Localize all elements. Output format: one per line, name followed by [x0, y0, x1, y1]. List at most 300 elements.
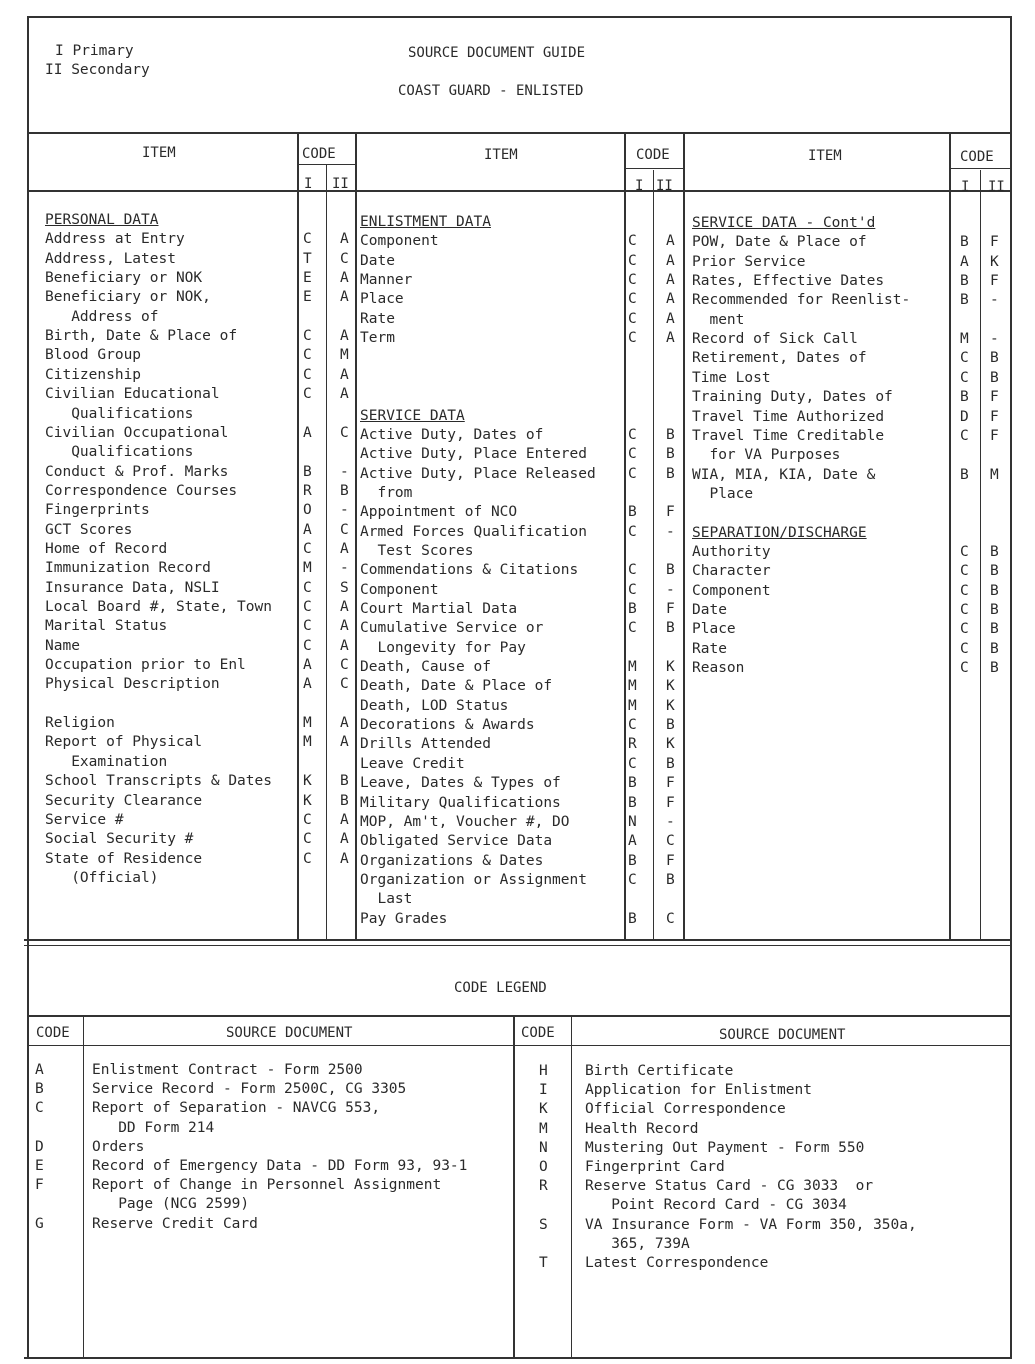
item-label: Local Board #, State, Town — [45, 599, 272, 615]
secondary-code: A — [340, 599, 349, 615]
item-label: Place — [692, 621, 736, 638]
secondary-code: F — [666, 504, 675, 521]
item-label: State of Residence — [45, 850, 203, 867]
item-label: Appointment of NCO — [360, 504, 518, 521]
item-label: Death, Date & Place of — [360, 678, 553, 695]
legend-source-document: Record of Emergency Data - DD Form 93, 93-1 — [92, 1158, 468, 1174]
primary-code: A — [628, 833, 637, 850]
item-label: Insurance Data, NSLI — [45, 579, 220, 596]
secondary-code: F — [666, 852, 675, 869]
primary-code: D — [960, 408, 969, 425]
frame-right — [1010, 16, 1012, 1359]
secondary-code: A — [666, 252, 675, 269]
legend-source-document: Health Record — [585, 1120, 699, 1137]
primary-code: B — [960, 292, 969, 309]
legend-source-document: Page (NCG 2599) — [92, 1196, 250, 1213]
secondary-code: B — [990, 660, 999, 677]
item-label: Test Scores — [360, 542, 474, 559]
item-label: GCT Scores — [45, 521, 133, 538]
secondary-code: F — [990, 389, 999, 406]
secondary-code: K — [666, 736, 675, 753]
item-label: Qualifications — [45, 405, 194, 422]
legend-head-rule — [27, 1045, 1012, 1046]
primary-code: C — [628, 523, 637, 540]
secondary-code: B — [666, 446, 675, 463]
item-label: from — [360, 484, 413, 501]
item-label: Character — [692, 563, 771, 580]
primary-code: C — [960, 543, 969, 560]
primary-code: C — [303, 599, 312, 615]
primary-code: B — [628, 852, 637, 869]
frame-top — [27, 16, 1012, 18]
secondary-code: B — [340, 482, 349, 499]
legend-source-document: Latest Correspondence — [585, 1255, 769, 1271]
item-label: Authority — [692, 543, 771, 560]
item-label: Beneficiary or NOK, — [45, 289, 211, 306]
secondary-code: M — [340, 347, 349, 364]
item-label: Decorations & Awards — [360, 717, 535, 734]
item-label: Travel Time Creditable — [692, 427, 885, 444]
secondary-code: B — [990, 543, 999, 560]
secondary-code: B — [990, 621, 999, 638]
secondary-code: F — [666, 601, 675, 617]
legend-source-document: Reserve Credit Card — [92, 1215, 258, 1232]
secondary-code: A — [340, 231, 349, 248]
primary-code: C — [960, 427, 969, 444]
col1-primary-header: I — [304, 176, 313, 192]
legend-source-document: VA Insurance Form - VA Form 350, 350a, — [585, 1216, 917, 1233]
legend-code: A — [35, 1062, 44, 1078]
primary-code: B — [628, 910, 637, 927]
item-label: Examination — [45, 753, 168, 770]
legend-code: M — [539, 1120, 548, 1137]
item-label: Component — [360, 581, 439, 598]
item-label: Death, Cause of — [360, 659, 491, 676]
item-label: Manner — [360, 272, 413, 289]
legend-source-document: Mustering Out Payment - Form 550 — [585, 1139, 865, 1156]
item-label: Court Martial Data — [360, 601, 518, 617]
col3-secondary-header: II — [988, 179, 1005, 195]
legend-code: G — [35, 1215, 44, 1232]
primary-code: T — [303, 250, 312, 267]
primary-code: C — [628, 310, 637, 327]
item-label: Social Security # — [45, 831, 194, 848]
colhead-rule — [27, 190, 1012, 192]
legend-source-document: Reserve Status Card - CG 3033 or — [585, 1178, 874, 1195]
vline — [683, 133, 685, 941]
secondary-code: F — [990, 273, 999, 290]
item-label: MOP, Am't, Voucher #, DO — [360, 813, 570, 830]
secondary-code: - — [990, 292, 999, 309]
primary-code: B — [628, 601, 637, 617]
legend-code: F — [35, 1177, 44, 1194]
secondary-code: B — [666, 755, 675, 772]
item-label: Civilian Occupational — [45, 424, 229, 441]
frame-bottom — [24, 1357, 1012, 1359]
secondary-code: A — [666, 310, 675, 327]
secondary-code: - — [666, 523, 675, 540]
primary-code: C — [628, 562, 637, 579]
item-label: Reason — [692, 660, 745, 677]
primary-code: C — [628, 252, 637, 269]
item-label: Date — [692, 602, 727, 618]
secondary-code: F — [990, 427, 999, 444]
item-label: (Official) — [45, 869, 159, 886]
secondary-code: B — [990, 369, 999, 386]
item-label: ment — [692, 311, 745, 328]
secondary-code: B — [990, 640, 999, 657]
item-label: Commendations & Citations — [360, 562, 579, 579]
table-bottom-rule2 — [24, 945, 1012, 946]
secondary-code: A — [666, 272, 675, 289]
vline — [653, 170, 654, 941]
legend-note-secondary: II Secondary — [45, 62, 150, 78]
secondary-code: A — [340, 618, 349, 635]
secondary-code: A — [666, 330, 675, 347]
legend-left-code-header: CODE — [36, 1025, 70, 1041]
item-label: Marital Status — [45, 618, 168, 635]
legend-note-primary: I Primary — [55, 43, 134, 59]
col2-primary-header: I — [635, 178, 644, 194]
primary-code: K — [303, 773, 312, 790]
legend-source-document: Birth Certificate — [585, 1063, 734, 1079]
secondary-code: K — [990, 253, 999, 270]
item-label: Record of Sick Call — [692, 331, 858, 348]
col1-code-header: CODE — [302, 146, 336, 162]
primary-code: C — [303, 366, 312, 383]
primary-code: C — [303, 540, 312, 557]
item-label: WIA, MIA, KIA, Date & — [692, 466, 876, 483]
secondary-code: A — [340, 850, 349, 867]
legend-right-code-header: CODE — [521, 1025, 555, 1041]
primary-code: E — [303, 270, 312, 287]
secondary-code: B — [340, 773, 349, 790]
secondary-code: B — [990, 563, 999, 580]
secondary-code: - — [340, 463, 349, 480]
legend-source-document: Point Record Card - CG 3034 — [585, 1197, 847, 1214]
item-label: Address of — [45, 308, 159, 325]
item-label: Retirement, Dates of — [692, 350, 867, 367]
primary-code: C — [960, 602, 969, 618]
secondary-code: B — [340, 792, 349, 809]
secondary-code: A — [340, 289, 349, 306]
primary-code: O — [303, 502, 312, 519]
secondary-code: B — [666, 871, 675, 888]
primary-code: C — [960, 350, 969, 367]
legend-code: N — [539, 1139, 548, 1156]
code-legend-title: CODE LEGEND — [454, 980, 547, 996]
page-subtitle: COAST GUARD - ENLISTED — [398, 83, 584, 99]
primary-code: B — [960, 234, 969, 251]
primary-code: R — [303, 482, 312, 499]
primary-code: A — [303, 676, 312, 693]
secondary-code: A — [666, 233, 675, 250]
vline — [355, 133, 357, 941]
secondary-code: C — [340, 424, 349, 441]
primary-code: C — [628, 291, 637, 308]
secondary-code: A — [340, 386, 349, 403]
primary-code: C — [303, 386, 312, 403]
secondary-code: F — [990, 234, 999, 251]
legend-source-document: Official Correspondence — [585, 1101, 786, 1118]
item-label: Fingerprints — [45, 502, 150, 519]
legend-code: I — [539, 1082, 548, 1099]
col3-primary-header: I — [961, 179, 970, 195]
primary-code: C — [628, 272, 637, 289]
secondary-code: A — [666, 291, 675, 308]
item-label: Religion — [45, 715, 115, 732]
secondary-code: B — [666, 562, 675, 579]
secondary-code: A — [340, 270, 349, 287]
legend-source-document: Application for Enlistment — [585, 1082, 812, 1099]
secondary-code: C — [340, 521, 349, 538]
primary-code: C — [303, 831, 312, 848]
item-label: Last — [360, 891, 413, 908]
legend-source-document: Report of Separation - NAVCG 553, — [92, 1100, 381, 1117]
item-label: Leave Credit — [360, 755, 465, 772]
col2-secondary-header: II — [656, 178, 673, 194]
vline — [297, 133, 299, 941]
item-label: Rates, Effective Dates — [692, 273, 885, 290]
item-label: POW, Date & Place of — [692, 234, 867, 251]
item-label: Qualifications — [45, 444, 194, 461]
legend-code: H — [539, 1063, 548, 1079]
primary-code: C — [628, 233, 637, 250]
item-label: Physical Description — [45, 676, 220, 693]
primary-code: M — [960, 331, 969, 348]
secondary-code: - — [990, 331, 999, 348]
secondary-code: A — [340, 715, 349, 732]
secondary-code: - — [340, 502, 349, 519]
primary-code: C — [628, 465, 637, 482]
item-label: Component — [692, 582, 771, 599]
page-title: SOURCE DOCUMENT GUIDE — [408, 45, 586, 61]
legend-code: D — [35, 1138, 44, 1155]
primary-code: B — [303, 463, 312, 480]
primary-code: B — [960, 466, 969, 483]
secondary-code: B — [990, 582, 999, 599]
section-heading: SERVICE DATA - Cont'd — [692, 215, 876, 231]
item-label: Rate — [692, 640, 727, 657]
secondary-code: C — [340, 676, 349, 693]
primary-code: B — [960, 389, 969, 406]
primary-code: B — [628, 504, 637, 521]
frame-left — [27, 16, 29, 1359]
item-label: Death, LOD Status — [360, 697, 509, 714]
item-label: School Transcripts & Dates — [45, 773, 272, 790]
item-label: Time Lost — [692, 369, 771, 386]
item-label: Occupation prior to Enl — [45, 657, 246, 674]
item-label: Cumulative Service or — [360, 620, 544, 637]
primary-code: C — [960, 621, 969, 638]
secondary-code: K — [666, 678, 675, 695]
table-bottom-rule — [24, 939, 1012, 941]
secondary-code: C — [340, 250, 349, 267]
secondary-code: - — [340, 560, 349, 577]
legend-source-document: Orders — [92, 1138, 145, 1155]
item-label: Recommended for Reenlist- — [692, 292, 911, 309]
legend-source-document: Enlistment Contract - Form 2500 — [92, 1062, 363, 1078]
item-label: Civilian Educational — [45, 386, 220, 403]
primary-code: C — [960, 369, 969, 386]
col3-item-header: ITEM — [808, 148, 842, 164]
primary-code: C — [960, 582, 969, 599]
primary-code: K — [303, 792, 312, 809]
secondary-code: B — [990, 350, 999, 367]
col3-code-header: CODE — [960, 149, 994, 165]
primary-code: B — [628, 794, 637, 811]
primary-code: A — [960, 253, 969, 270]
legend-left-doc-header: SOURCE DOCUMENT — [226, 1025, 353, 1041]
item-label: Address at Entry — [45, 231, 185, 248]
item-label: Place — [692, 485, 754, 502]
item-label: Armed Forces Qualification — [360, 523, 587, 540]
item-label: Pay Grades — [360, 910, 448, 927]
secondary-code: B — [666, 717, 675, 734]
code-subrule — [950, 168, 1012, 169]
item-label: Place — [360, 291, 404, 308]
item-label: Service # — [45, 811, 124, 828]
item-label: Component — [360, 233, 439, 250]
item-label: Rate — [360, 310, 395, 327]
secondary-code: K — [666, 697, 675, 714]
primary-code: C — [303, 850, 312, 867]
secondary-code: C — [340, 657, 349, 674]
secondary-code: S — [340, 579, 349, 596]
primary-code: C — [628, 871, 637, 888]
primary-code: C — [960, 640, 969, 657]
primary-code: C — [628, 755, 637, 772]
primary-code: C — [303, 328, 312, 345]
col2-item-header: ITEM — [484, 147, 518, 163]
col1-secondary-header: II — [332, 176, 349, 192]
legend-source-document: DD Form 214 — [92, 1119, 215, 1136]
primary-code: A — [303, 657, 312, 674]
item-label: Drills Attended — [360, 736, 491, 753]
legend-code: B — [35, 1081, 44, 1098]
legend-source-document: 365, 739A — [585, 1235, 690, 1252]
secondary-code: B — [666, 465, 675, 482]
primary-code: C — [628, 446, 637, 463]
primary-code: B — [628, 775, 637, 792]
primary-code: C — [628, 717, 637, 734]
item-label: Organizations & Dates — [360, 852, 544, 869]
item-label: Beneficiary or NOK — [45, 270, 203, 287]
secondary-code: F — [990, 408, 999, 425]
legend-code: R — [539, 1178, 548, 1195]
primary-code: C — [303, 347, 312, 364]
primary-code: N — [628, 813, 637, 830]
primary-code: B — [960, 273, 969, 290]
item-label: Report of Physical — [45, 734, 203, 751]
vline — [571, 1016, 572, 1358]
secondary-code: A — [340, 540, 349, 557]
secondary-code: M — [990, 466, 999, 483]
vline — [83, 1016, 84, 1358]
item-label: Blood Group — [45, 347, 142, 364]
item-label: Active Duty, Dates of — [360, 426, 544, 443]
item-label: Training Duty, Dates of — [692, 389, 893, 406]
legend-code: K — [539, 1101, 548, 1118]
section-heading: SEPARATION/DISCHARGE — [692, 524, 867, 541]
item-label: Prior Service — [692, 253, 806, 270]
code-subrule — [625, 168, 684, 169]
secondary-code: A — [340, 831, 349, 848]
item-label: Correspondence Courses — [45, 482, 238, 499]
primary-code: C — [628, 426, 637, 443]
section-heading: ENLISTMENT DATA — [360, 214, 491, 230]
primary-code: C — [960, 660, 969, 677]
secondary-code: - — [666, 813, 675, 830]
primary-code: C — [628, 581, 637, 598]
secondary-code: C — [666, 910, 675, 927]
primary-code: M — [303, 734, 312, 751]
item-label: Active Duty, Place Released — [360, 465, 596, 482]
item-label: Conduct & Prof. Marks — [45, 463, 229, 480]
item-label: Longevity for Pay — [360, 639, 526, 656]
legend-right-doc-header: SOURCE DOCUMENT — [719, 1027, 846, 1043]
item-label: Leave, Dates & Types of — [360, 775, 561, 792]
item-label: Military Qualifications — [360, 794, 561, 811]
item-label: Address, Latest — [45, 250, 176, 267]
item-label: Term — [360, 330, 395, 347]
item-label: Citizenship — [45, 366, 142, 383]
primary-code: R — [628, 736, 637, 753]
vline — [326, 164, 327, 941]
secondary-code: F — [666, 794, 675, 811]
primary-code: C — [303, 231, 312, 248]
primary-code: C — [303, 579, 312, 596]
primary-code: C — [960, 563, 969, 580]
header-rule — [27, 132, 1012, 134]
col1-item-header: ITEM — [142, 145, 176, 161]
item-label: Immunization Record — [45, 560, 211, 577]
legend-code: C — [35, 1100, 44, 1117]
item-label: Obligated Service Data — [360, 833, 553, 850]
primary-code: M — [628, 697, 637, 714]
secondary-code: A — [340, 366, 349, 383]
secondary-code: B — [666, 620, 675, 637]
item-label: Active Duty, Place Entered — [360, 446, 587, 463]
primary-code: C — [628, 330, 637, 347]
vline — [624, 133, 626, 941]
legend-code: T — [539, 1255, 548, 1271]
vline — [513, 1016, 515, 1358]
legend-code: S — [539, 1216, 548, 1233]
secondary-code: C — [666, 833, 675, 850]
primary-code: C — [303, 637, 312, 654]
item-label: Travel Time Authorized — [692, 408, 885, 425]
primary-code: M — [628, 659, 637, 676]
primary-code: A — [303, 424, 312, 441]
vline — [980, 170, 981, 941]
legend-source-document: Fingerprint Card — [585, 1159, 725, 1175]
primary-code: M — [303, 560, 312, 577]
legend-source-document: Report of Change in Personnel Assignment — [92, 1177, 442, 1194]
primary-code: C — [303, 618, 312, 635]
legend-top-rule — [27, 1015, 1012, 1017]
primary-code: C — [628, 620, 637, 637]
legend-code: E — [35, 1158, 44, 1174]
item-label: Security Clearance — [45, 792, 203, 809]
item-label: Birth, Date & Place of — [45, 328, 238, 345]
primary-code: A — [303, 521, 312, 538]
section-heading: PERSONAL DATA — [45, 212, 159, 228]
secondary-code: K — [666, 659, 675, 676]
section-heading: SERVICE DATA — [360, 407, 465, 424]
item-label: for VA Purposes — [692, 447, 841, 464]
secondary-code: - — [666, 581, 675, 598]
